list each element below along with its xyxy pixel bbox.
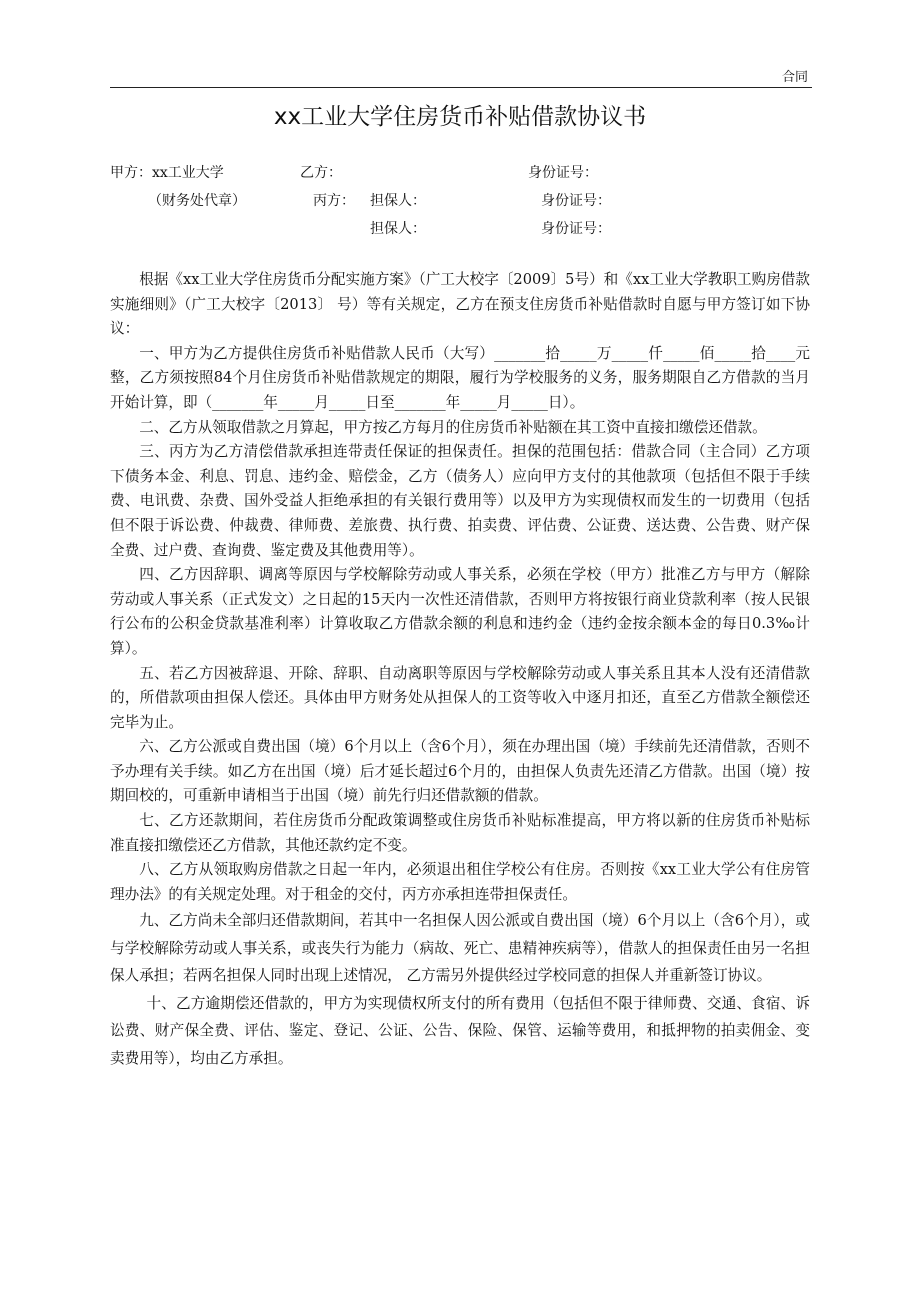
- clause-1: 一、甲方为乙方提供住房货币补贴借款人民币（大写）_______拾_____万_____仟_____佰_____拾____元整，乙方须按照84个月住房货币补贴借款规定的期限，履行为学校服务的义务，服务期限自乙方借款的当月开始计算，即（_______年_____月_____日至_______年_____月_____日）。: [110, 344, 810, 411]
- party-a-label: 甲方：xx工业大学: [110, 165, 224, 181]
- party-b-label: 乙方：: [300, 165, 342, 181]
- header-rule: [110, 87, 812, 88]
- guarantor-1-id-label: 身份证号：: [541, 193, 611, 209]
- clause-8: 八、乙方从领取购房借款之日起一年内，必须退出租住学校公有住房。否则按《xx工业大学公有住房管理办法》的有关规定处理。对于租金的交付，丙方亦承担连带担保责任。: [110, 861, 810, 903]
- clause-10: 十、乙方逾期偿还借款的，甲方为实现债权所支付的所有费用（包括但不限于律师费、交通、食宿、诉讼费、财产保全费、评估、鉴定、登记、公证、公告、保险、保管、运输等费用，和抵押物的拍卖佣金、变卖费用等），均由乙方承担。: [110, 994, 810, 1067]
- guarantor-2-id-label: 身份证号：: [541, 221, 611, 237]
- guarantor-2-label: 担保人：: [370, 221, 426, 237]
- preamble-paragraph: 根据《xx工业大学住房货币分配实施方案》（广工大校字〔2009〕5号）和《xx工业大学教职工购房借款实施细则》（广工大校字〔2013〕 号）等有关规定，乙方在预支住房货币补贴借款时自愿与甲方签订如下协议：: [110, 271, 810, 338]
- header-label: 合同: [782, 70, 809, 85]
- document-title: xx工业大学住房货币补贴借款协议书: [273, 104, 647, 130]
- clause-4: 四、乙方因辞职、调离等原因与学校解除劳动或人事关系，必须在学校（甲方）批准乙方与甲方（解除劳动或人事关系（正式发文）之日起的15天内一次性还清借款，否则甲方将按银行商业贷款利率（按人民银行公布的公积金贷款基准利率）计算收取乙方借款余额的利息和违约金（违约金按余额本金的每日0.3‰计算）。: [110, 566, 810, 657]
- agreement-body: [110, 268, 810, 1072]
- clause-7: 七、乙方还款期间，若住房货币分配政策调整或住房货币补贴标准提高，甲方将以新的住房货币补贴标准直接扣缴偿还乙方借款，其他还款约定不变。: [110, 812, 810, 854]
- party-c-label: 丙方：: [313, 193, 355, 209]
- party-b-id-label: 身份证号：: [528, 165, 598, 181]
- clause-9: 九、乙方尚未全部归还借款期间，若其中一名担保人因公派或自费出国（境）6个月以上（含6个月），或与学校解除劳动或人事关系，或丧失行为能力（病故、死亡、患精神疾病等），借款人的担保责任由另一名担保人承担；若两名担保人同时出现上述情况， 乙方需另外提供经过学校同意的担保人并重新签订协议。: [110, 912, 810, 985]
- party-a-stamp-note: （财务处代章）: [148, 193, 246, 209]
- guarantor-1-label: 担保人：: [370, 193, 426, 209]
- clause-3: 三、丙方为乙方清偿借款承担连带责任保证的担保责任。担保的范围包括：借款合同（主合同）乙方项下债务本金、利息、罚息、违约金、赔偿金，乙方（债务人）应向甲方支付的其他款项（包括但不限于手续费、电讯费、杂费、国外受益人拒绝承担的有关银行费用等）以及甲方为实现债权而发生的一切费用（包括但不限于诉讼费、仲裁费、律师费、差旅费、执行费、拍卖费、评估费、公证费、送达费、公告费、财产保全费、过户费、查询费、鉴定费及其他费用等）。: [110, 443, 810, 559]
- clause-5: 五、若乙方因被辞退、开除、辞职、自动离职等原因与学校解除劳动或人事关系且其本人没有还清借款的，所借款项由担保人偿还。具体由甲方财务处从担保人的工资等收入中逐月扣还，直至乙方借款全额偿还完毕为止。: [110, 664, 810, 731]
- clause-2: 二、乙方从领取借款之月算起，甲方按乙方每月的住房货币补贴额在其工资中直接扣缴偿还借款。: [139, 418, 767, 436]
- clause-6: 六、乙方公派或自费出国（境）6个月以上（含6个月），须在办理出国（境）手续前先还清借款，否则不予办理有关手续。如乙方在出国（境）后才延长超过6个月的，由担保人负责先还清乙方借款。出国（境）按期回校的，可重新申请相当于出国（境）前先行归还借款额的借款。: [110, 738, 810, 805]
